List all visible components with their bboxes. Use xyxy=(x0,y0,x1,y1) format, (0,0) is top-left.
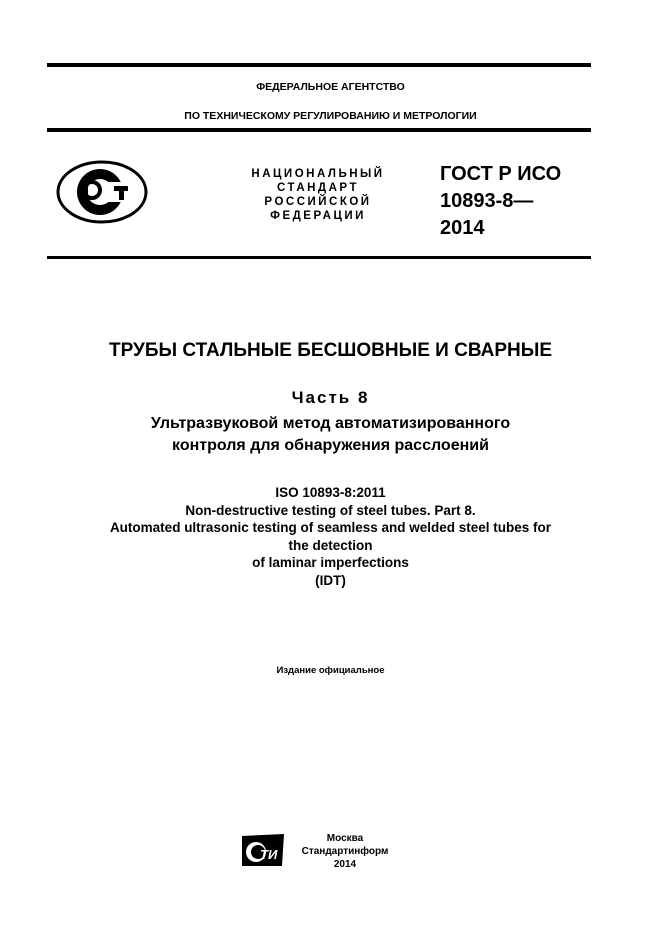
standartinform-logo-icon xyxy=(240,832,286,868)
top-rule xyxy=(47,63,591,67)
header-rule xyxy=(47,128,591,132)
standard-designation xyxy=(440,161,561,242)
iso-line: the detection xyxy=(288,537,373,553)
subtitle-line: Ультразвуковой метод автоматизированного xyxy=(150,415,511,432)
publisher-info xyxy=(290,832,400,871)
iso-line: Automated ultrasonic testing of seamless and welded steel tubes for xyxy=(109,520,552,535)
standard-type-line: РОССИЙСКОЙ xyxy=(264,196,372,208)
publisher-year: 2014 xyxy=(333,859,357,870)
bottom-header-rule xyxy=(47,256,591,259)
svg-text:ТИ: ТИ xyxy=(260,847,278,862)
iso-reference xyxy=(0,484,661,589)
subtitle xyxy=(0,413,661,457)
agency-line-1: ФЕДЕРАЛЬНОЕ АГЕНТСТВО xyxy=(256,81,405,93)
standard-type-line: НАЦИОНАЛЬНЫЙ xyxy=(251,168,385,180)
subtitle-line: контроля для обнаружения расслоений xyxy=(172,437,489,454)
publisher-city: Москва xyxy=(326,833,364,844)
iso-line: ISO 10893-8:2011 xyxy=(275,485,386,500)
agency-line-2: ПО ТЕХНИЧЕСКОМУ РЕГУЛИРОВАНИЮ И МЕТРОЛОГИИ xyxy=(184,110,477,122)
iso-line: of laminar imperfections xyxy=(252,555,409,570)
standard-type xyxy=(238,167,398,223)
rst-logo-icon xyxy=(56,160,148,224)
edition-note: Издание официальное xyxy=(276,665,385,676)
document-title: ТРУБЫ СТАЛЬНЫЕ БЕСШОВНЫЕ И СВАРНЫЕ xyxy=(109,340,552,361)
iso-line: (IDT) xyxy=(315,572,346,588)
standard-type-line: СТАНДАРТ xyxy=(277,182,359,194)
iso-line: Non-destructive testing of steel tubes. Part 8. xyxy=(185,502,476,518)
part-label: Часть 8 xyxy=(291,388,370,407)
designation-line: 10893-8— xyxy=(440,190,534,212)
designation-line: ГОСТ Р ИСО xyxy=(440,163,562,185)
publisher-name: Стандартинформ xyxy=(301,846,389,857)
standard-type-line: ФЕДЕРАЦИИ xyxy=(270,210,366,222)
designation-line: 2014 xyxy=(440,217,485,239)
